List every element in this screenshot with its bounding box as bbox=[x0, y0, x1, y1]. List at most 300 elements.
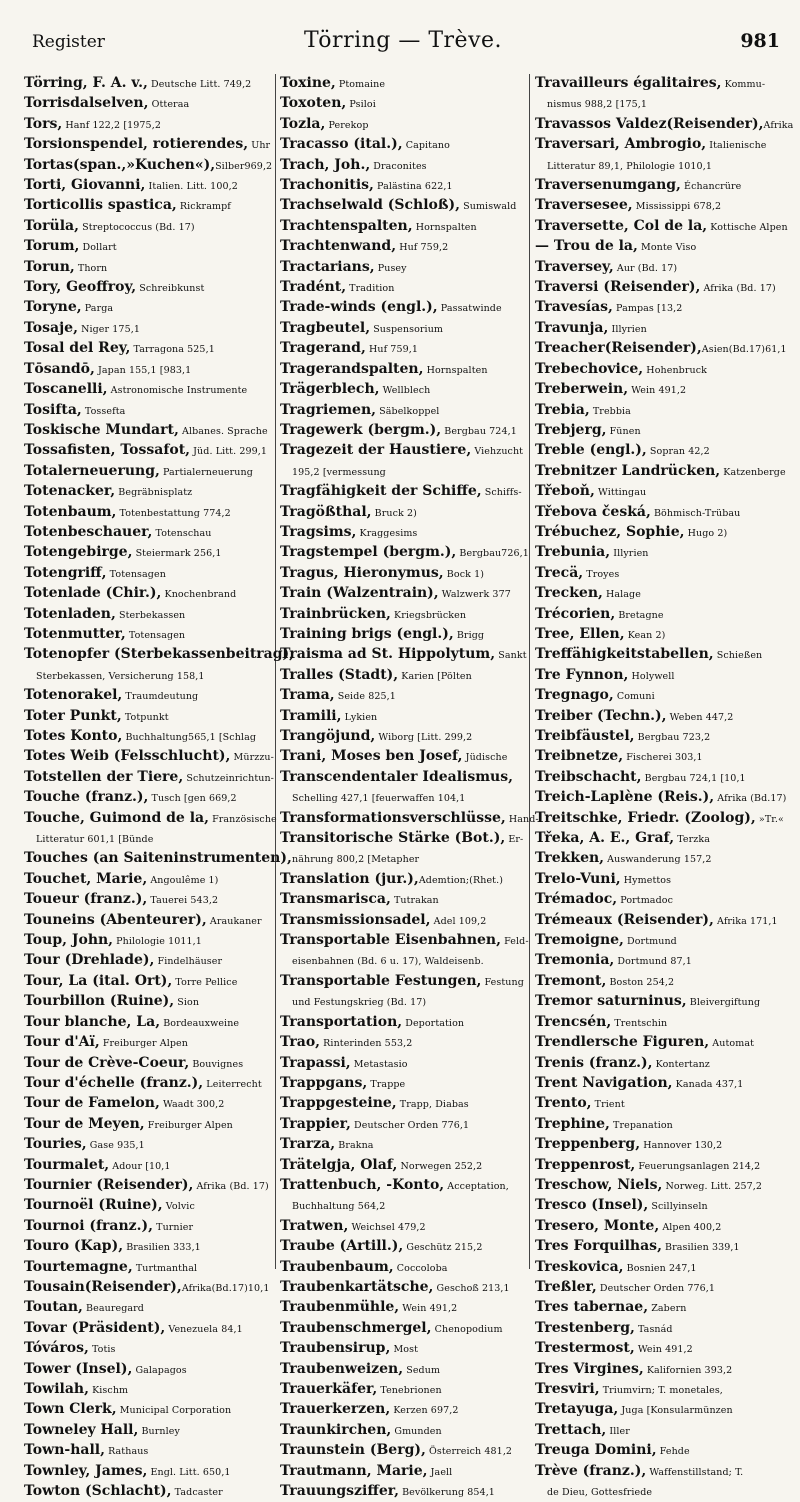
entry-headword: Trapassi, bbox=[280, 1054, 351, 1071]
index-entry bbox=[280, 523, 526, 543]
entry-headword: Tour de Crève-Coeur, bbox=[24, 1054, 190, 1071]
index-entry bbox=[535, 1258, 779, 1278]
entry-headword: Touro (Kap), bbox=[24, 1238, 124, 1255]
entry-headword: Trekken, bbox=[535, 850, 605, 867]
entry-reference: Totis bbox=[88, 1344, 116, 1356]
entry-headword: Totenladen, bbox=[24, 605, 116, 622]
index-entry bbox=[535, 666, 779, 686]
entry-reference: Bruck 2) bbox=[371, 507, 417, 519]
entry-reference: Auswanderung 157,2 bbox=[604, 854, 712, 866]
index-entry bbox=[535, 1441, 779, 1461]
entry-headword: Trauungsziffer, bbox=[280, 1483, 399, 1500]
entry-headword: Trachselwald (Schloß), bbox=[280, 197, 460, 214]
index-entry bbox=[535, 278, 779, 298]
entry-reference: Acceptation, bbox=[444, 1180, 509, 1192]
entry-reference: Brasilien 333,1 bbox=[123, 1242, 201, 1254]
entry-reference: Wein 491,2 bbox=[634, 1344, 693, 1356]
index-entry bbox=[24, 1319, 272, 1339]
entry-reference: Kontertanz bbox=[652, 1058, 710, 1070]
entry-headword: Trebunia, bbox=[535, 544, 611, 561]
index-entry bbox=[280, 482, 526, 502]
index-entry bbox=[24, 972, 272, 992]
entry-reference: Automat bbox=[709, 1038, 755, 1050]
index-entry bbox=[535, 972, 779, 992]
index-column-1 bbox=[24, 74, 295, 1500]
entry-reference: Capitano bbox=[402, 140, 450, 152]
entry-reference: Bosnien 247,1 bbox=[623, 1262, 697, 1274]
entry-reference: Kraggesims bbox=[356, 527, 418, 539]
index-entry bbox=[280, 1319, 526, 1339]
entry-reference: nährung 800,2 [Metapher bbox=[292, 854, 420, 866]
index-entry bbox=[280, 625, 526, 645]
entry-headword: Tortas(span.,»Kuchen«), bbox=[24, 156, 216, 173]
entry-reference: Kommu- bbox=[721, 79, 766, 90]
entry-reference: Litteratur 601,1 [Bünde bbox=[36, 834, 154, 846]
entry-headword: Treibnetze, bbox=[535, 748, 624, 765]
entry-headword: Trenis (franz.), bbox=[535, 1054, 653, 1071]
entry-headword: Travesías, bbox=[535, 299, 613, 316]
entry-reference: Zabern bbox=[648, 1303, 687, 1315]
entry-reference: Seide 825,1 bbox=[334, 691, 396, 703]
entry-headword: Totenacker, bbox=[24, 483, 116, 500]
entry-reference: Bergbau 723,2 bbox=[634, 732, 711, 743]
index-column-3 bbox=[530, 74, 794, 1499]
index-entry bbox=[535, 1156, 779, 1176]
entry-reference: Jüd. Litt. 299,1 bbox=[190, 446, 268, 458]
entry-reference: Französische bbox=[208, 813, 277, 825]
entry-headword: Trebia, bbox=[535, 401, 590, 418]
index-entry bbox=[535, 523, 779, 543]
entry-reference: Halage bbox=[602, 589, 641, 601]
index-entry bbox=[280, 1339, 526, 1359]
index-entry bbox=[280, 747, 526, 767]
entry-headword: Toter Punkt, bbox=[24, 707, 122, 724]
index-entry bbox=[535, 1339, 779, 1359]
index-entry bbox=[535, 1462, 779, 1482]
entry-headword: Toup, John, bbox=[24, 932, 114, 949]
index-entry bbox=[24, 788, 272, 808]
index-entry bbox=[24, 523, 272, 543]
index-entry bbox=[24, 1339, 272, 1359]
index-entry bbox=[535, 584, 779, 604]
index-entry bbox=[24, 605, 272, 625]
index-entry bbox=[535, 196, 779, 216]
page-header bbox=[8, 28, 798, 62]
entry-reference: Österreich 481,2 bbox=[425, 1446, 513, 1458]
entry-headword: Treberwein, bbox=[535, 381, 629, 398]
index-entry bbox=[280, 298, 526, 318]
index-entry bbox=[535, 1278, 779, 1298]
index-entry bbox=[24, 115, 272, 135]
index-entry bbox=[24, 727, 272, 747]
entry-reference: Schelling 427,1 [feuerwaffen 104,1 bbox=[292, 793, 466, 805]
entry-reference: Rinterinden 553,2 bbox=[320, 1038, 413, 1050]
entry-reference: Uhr bbox=[248, 140, 271, 152]
entry-headword: Towneley Hall, bbox=[24, 1421, 139, 1438]
entry-headword: Tragsims, bbox=[280, 523, 357, 540]
index-entry bbox=[24, 1115, 272, 1135]
entry-reference: Trapp, Diabas bbox=[396, 1099, 469, 1111]
index-entry bbox=[24, 1441, 272, 1461]
index-entry bbox=[535, 727, 779, 747]
entry-headword: Trémeaux (Reisender), bbox=[535, 911, 714, 928]
entry-reference: Norweg. Litt. 257,2 bbox=[662, 1180, 763, 1192]
index-entry-continuation bbox=[24, 829, 272, 849]
index-entry bbox=[280, 401, 526, 421]
entry-reference: Trient bbox=[591, 1099, 625, 1111]
index-entry bbox=[535, 829, 779, 849]
entry-reference: Philologie 1011,1 bbox=[113, 936, 202, 948]
entry-reference: Dortmund bbox=[623, 936, 677, 948]
index-entry bbox=[280, 380, 526, 400]
index-entry bbox=[24, 482, 272, 502]
entry-headword: Tres Virgines, bbox=[535, 1360, 644, 1377]
entry-reference: Troyes bbox=[583, 568, 620, 580]
index-entry bbox=[535, 890, 779, 910]
index-entry bbox=[24, 931, 272, 951]
entry-reference: Tossefta bbox=[81, 405, 126, 417]
index-entry bbox=[535, 176, 779, 196]
index-entry bbox=[24, 380, 272, 400]
entry-headword: Touchet, Marie, bbox=[24, 870, 148, 887]
index-entry-continuation bbox=[535, 1482, 779, 1502]
entry-reference: Freiburger Alpen bbox=[144, 1119, 233, 1131]
index-entry bbox=[24, 1400, 272, 1420]
entry-reference: Terzka bbox=[674, 834, 711, 846]
index-entry bbox=[280, 1278, 526, 1298]
index-entry bbox=[280, 156, 526, 176]
index-entry bbox=[535, 339, 787, 359]
entry-reference: Palästina 622,1 bbox=[373, 181, 453, 193]
entry-headword: — Trou de la, bbox=[535, 238, 638, 255]
entry-headword: Trappier, bbox=[280, 1115, 351, 1132]
entry-headword: Tossafisten, Tossafot, bbox=[24, 442, 191, 459]
entry-reference: Sedum bbox=[403, 1364, 441, 1376]
index-entry bbox=[280, 278, 526, 298]
entry-headword: Travailleurs égalitaires, bbox=[535, 75, 722, 91]
entry-headword: Tournoi (franz.), bbox=[24, 1217, 154, 1234]
entry-headword: Trangöjund, bbox=[280, 728, 376, 744]
entry-headword: Training brigs (engl.), bbox=[280, 625, 454, 642]
entry-reference: Perekop bbox=[325, 119, 369, 131]
index-entry bbox=[535, 564, 779, 584]
index-entry bbox=[280, 115, 526, 135]
entry-reference: Niger 175,1 bbox=[77, 323, 140, 335]
entry-headword: Totenmutter, bbox=[24, 625, 126, 642]
entry-headword: Trama, bbox=[280, 687, 335, 704]
index-entry bbox=[24, 1421, 272, 1441]
entry-headword: Tower (Insel), bbox=[24, 1360, 133, 1377]
entry-headword: Torrisdalselven, bbox=[24, 95, 149, 112]
entry-reference: Afrika 171,1 bbox=[713, 915, 778, 927]
entry-headword: Trettach, bbox=[535, 1421, 607, 1438]
entry-reference: Tradition bbox=[346, 283, 395, 295]
entry-headword: Trebechovice, bbox=[535, 360, 644, 377]
entry-headword: Torum, bbox=[24, 238, 80, 255]
entry-reference: Échancrüre bbox=[680, 181, 742, 193]
entry-headword: Tousain(Reisender), bbox=[24, 1278, 182, 1295]
entry-headword: Treibfäustel, bbox=[535, 728, 635, 744]
entry-headword: Traubenkartätsche, bbox=[280, 1278, 434, 1295]
entry-reference: Brakna bbox=[335, 1140, 374, 1152]
entry-reference: Albanes. Sprache bbox=[178, 425, 268, 437]
index-entry bbox=[24, 339, 272, 359]
entry-headword: Totstellen der Tiere, bbox=[24, 768, 184, 785]
entry-headword: Trägerblech, bbox=[280, 381, 380, 398]
entry-reference: Suspensorium bbox=[370, 323, 444, 335]
entry-reference: Totenschau bbox=[152, 527, 212, 539]
index-entry bbox=[24, 1258, 272, 1278]
index-entry bbox=[535, 217, 788, 237]
index-entry bbox=[535, 1298, 779, 1318]
entry-headword: Tour de Famelon, bbox=[24, 1095, 160, 1112]
index-entry bbox=[535, 768, 779, 788]
index-entry bbox=[280, 1482, 526, 1502]
entry-headword: Tour blanche, La, bbox=[24, 1013, 161, 1030]
entry-headword: Traversi (Reisender), bbox=[535, 279, 701, 296]
entry-headword: Treppenberg, bbox=[535, 1136, 641, 1153]
entry-reference: Turtmanthal bbox=[132, 1262, 198, 1274]
index-entry bbox=[280, 870, 526, 890]
entry-headword: Tragstempel (bergm.), bbox=[280, 544, 457, 561]
entry-reference: Silber969,2 bbox=[215, 160, 273, 172]
index-entry bbox=[280, 237, 526, 257]
entry-reference: Astronomische Instrumente bbox=[107, 385, 248, 397]
entry-headword: Traubensirup, bbox=[280, 1340, 391, 1357]
entry-reference: Deutsche Litt. 749,2 bbox=[147, 79, 252, 90]
entry-reference: Japan 155,1 [983,1 bbox=[94, 364, 192, 376]
entry-reference: Draconites bbox=[370, 160, 427, 172]
entry-headword: Trachtenspalten, bbox=[280, 217, 413, 234]
index-entry bbox=[535, 707, 779, 727]
index-entry bbox=[280, 1013, 526, 1033]
entry-reference: Engl. Litt. 650,1 bbox=[147, 1466, 231, 1478]
entry-headword: Toueur (franz.), bbox=[24, 891, 148, 908]
index-entry bbox=[24, 1196, 272, 1216]
entry-headword: Transmissionsadel, bbox=[280, 911, 431, 928]
index-entry bbox=[24, 1074, 272, 1094]
entry-reference: Afrika (Bd.17) bbox=[714, 793, 787, 805]
index-entry bbox=[24, 1054, 272, 1074]
entry-headword: Totenorakel, bbox=[24, 687, 123, 704]
entry-headword: Törring, F. A. v., bbox=[24, 75, 148, 91]
index-entry bbox=[280, 605, 526, 625]
entry-reference: Mürzzu- bbox=[230, 752, 274, 764]
entry-reference: Totenbestattung 774,2 bbox=[116, 507, 231, 519]
entry-reference: Er- bbox=[505, 834, 524, 846]
entry-headword: Trach, Joh., bbox=[280, 156, 371, 173]
entry-headword: Trarza, bbox=[280, 1136, 336, 1153]
entry-headword: Tournier (Reisender), bbox=[24, 1176, 194, 1193]
entry-headword: Treschow, Niels, bbox=[535, 1176, 663, 1193]
index-entry bbox=[280, 217, 526, 237]
entry-headword: Trätelgja, Olaf, bbox=[280, 1156, 398, 1173]
entry-headword: Treble (engl.), bbox=[535, 442, 647, 459]
entry-headword: Trachonitis, bbox=[280, 177, 374, 194]
entry-reference: Karien [Pölten bbox=[398, 670, 472, 682]
entry-reference: Steiermark 256,1 bbox=[132, 548, 222, 560]
index-entry bbox=[535, 1319, 779, 1339]
entry-headword: Tragezeit der Haustiere, bbox=[280, 442, 472, 459]
index-entry bbox=[280, 176, 526, 196]
index-entry bbox=[280, 727, 526, 747]
index-entry bbox=[280, 1258, 526, 1278]
entry-reference: Tusch [gen 669,2 bbox=[148, 793, 237, 805]
entry-reference: Norwegen 252,2 bbox=[397, 1160, 483, 1172]
entry-reference: Traumdeutung bbox=[122, 691, 199, 703]
index-entry bbox=[24, 584, 272, 604]
entry-reference: Schreibkunst bbox=[136, 283, 205, 295]
index-entry bbox=[280, 1462, 526, 1482]
index-entry bbox=[280, 503, 526, 523]
entry-headword: Tory, Geoffroy, bbox=[24, 279, 137, 296]
entry-reference: Tadcaster bbox=[171, 1487, 223, 1499]
entry-headword: Tramili, bbox=[280, 707, 342, 724]
entry-headword: Totalerneuerung, bbox=[24, 462, 160, 479]
entry-reference: Torre Pellice bbox=[172, 976, 238, 988]
entry-headword: Touche, Guimond de la, bbox=[24, 809, 209, 826]
entry-reference: Weben 447,2 bbox=[666, 711, 734, 723]
index-entry bbox=[280, 543, 529, 563]
index-entry bbox=[535, 1094, 779, 1114]
entry-reference: Waadt 300,2 bbox=[159, 1099, 225, 1111]
entry-reference: Tauerei 543,2 bbox=[147, 895, 219, 907]
index-entry bbox=[535, 645, 779, 665]
index-entry bbox=[24, 360, 272, 380]
entry-reference: Afrika bbox=[763, 119, 794, 131]
index-entry bbox=[24, 319, 272, 339]
entry-headword: Traversey, bbox=[535, 258, 614, 275]
entry-headword: Totenbaum, bbox=[24, 503, 117, 520]
entry-reference: Most bbox=[390, 1344, 418, 1356]
index-entry bbox=[280, 441, 526, 461]
entry-reference: Italienische bbox=[706, 140, 767, 152]
entry-headword: Treich-Laplène (Reis.), bbox=[535, 789, 715, 806]
header-range-title: Törring — Trève. bbox=[303, 28, 503, 53]
index-entry-continuation bbox=[280, 1196, 526, 1216]
entry-reference: Hymettos bbox=[620, 874, 672, 886]
entry-reference: Hand- bbox=[505, 813, 539, 825]
index-entry bbox=[280, 1217, 526, 1237]
entry-headword: Tors, bbox=[24, 115, 63, 132]
index-entry bbox=[280, 931, 529, 951]
entry-headword: Trelo-Vuni, bbox=[535, 870, 621, 887]
entry-reference: Buchhaltung565,1 [Schlag bbox=[122, 732, 257, 743]
index-entry bbox=[24, 1298, 272, 1318]
entry-headword: Tour (Drehlade), bbox=[24, 952, 155, 969]
entry-headword: Toxoten, bbox=[280, 95, 347, 112]
entry-headword: Trainbrücken, bbox=[280, 605, 391, 622]
entry-headword: Totenbeschauer, bbox=[24, 523, 153, 540]
index-entry bbox=[24, 992, 272, 1012]
entry-headword: Traubenschmergel, bbox=[280, 1319, 432, 1336]
index-entry bbox=[280, 258, 526, 278]
index-entry bbox=[24, 1237, 272, 1257]
index-entry bbox=[535, 931, 779, 951]
entry-reference: Sumiswald bbox=[460, 201, 517, 213]
index-entry bbox=[24, 911, 272, 931]
index-entry bbox=[280, 1054, 526, 1074]
entry-headword: Treppenrost, bbox=[535, 1156, 636, 1173]
entry-headword: Traunkirchen, bbox=[280, 1421, 392, 1438]
index-entry bbox=[24, 1156, 272, 1176]
entry-headword: Touries, bbox=[24, 1136, 87, 1153]
entry-reference: Böhmisch-Trübau bbox=[650, 507, 741, 519]
entry-reference: Hannover 130,2 bbox=[640, 1140, 723, 1152]
index-entry bbox=[535, 1400, 779, 1420]
index-entry bbox=[24, 747, 272, 767]
entry-reference: Fünen bbox=[606, 425, 641, 437]
entry-headword: Treßler, bbox=[535, 1278, 597, 1295]
entry-reference: Trappe bbox=[367, 1078, 406, 1090]
entry-headword: Tragößthal, bbox=[280, 503, 372, 520]
index-entry bbox=[535, 788, 787, 808]
entry-headword: Tosifta, bbox=[24, 401, 82, 418]
index-entry bbox=[24, 462, 272, 482]
index-entry bbox=[280, 564, 526, 584]
index-entry-continuation bbox=[280, 462, 526, 482]
entry-headword: Travassos Valdez(Reisender), bbox=[535, 115, 764, 132]
entry-reference: Metastasio bbox=[350, 1058, 408, 1070]
entry-headword: Tour de Meyen, bbox=[24, 1115, 145, 1132]
entry-reference: Adel 109,2 bbox=[430, 915, 487, 927]
entry-reference: Kottische Alpen bbox=[707, 221, 788, 233]
entry-headword: Travunja, bbox=[535, 319, 609, 336]
entry-headword: Transportable Eisenbahnen, bbox=[280, 932, 501, 949]
entry-reference: Dortmund 87,1 bbox=[614, 956, 692, 968]
entry-headword: Tractarians, bbox=[280, 258, 375, 275]
entry-headword: Tremoigne, bbox=[535, 932, 624, 949]
entry-headword: Tresero, Monte, bbox=[535, 1217, 660, 1234]
page-number: 981 bbox=[740, 30, 780, 52]
index-entry bbox=[24, 94, 272, 114]
index-entry-continuation bbox=[535, 156, 779, 176]
entry-headword: Tragfähigkeit der Schiffe, bbox=[280, 483, 482, 500]
entry-headword: Torun, bbox=[24, 258, 75, 275]
entry-headword: Trattenbuch, -Konto, bbox=[280, 1176, 445, 1193]
entry-reference: Jüdische bbox=[462, 752, 508, 764]
index-entry bbox=[535, 747, 779, 767]
entry-headword: Torti, Giovanni, bbox=[24, 177, 146, 194]
index-entry bbox=[280, 1298, 526, 1318]
index-entry bbox=[535, 258, 779, 278]
entry-headword: Trento, bbox=[535, 1095, 592, 1112]
entry-reference: Hornspalten bbox=[423, 364, 488, 376]
entry-headword: Trebjerg, bbox=[535, 421, 607, 438]
entry-headword: Tourmalet, bbox=[24, 1156, 110, 1173]
entry-reference: Wittingau bbox=[594, 487, 647, 499]
index-entry-continuation bbox=[280, 849, 526, 869]
index-entry bbox=[280, 1094, 526, 1114]
index-entry bbox=[535, 421, 779, 441]
entry-headword: Transcendentaler Idealismus, bbox=[280, 768, 513, 785]
index-entry bbox=[24, 503, 272, 523]
entry-headword: Tour, La (ital. Ort), bbox=[24, 972, 173, 989]
entry-reference: Holywell bbox=[628, 670, 675, 682]
index-entry bbox=[535, 1196, 779, 1216]
index-entry bbox=[535, 951, 779, 971]
index-entry bbox=[535, 462, 786, 482]
entry-reference: Chenopodium bbox=[431, 1323, 503, 1335]
index-entry bbox=[24, 176, 272, 196]
entry-reference: Coccoloba bbox=[393, 1262, 448, 1274]
entry-reference: Boston 254,2 bbox=[606, 976, 675, 988]
entry-headword: Tragus, Hieronymus, bbox=[280, 564, 444, 581]
index-entry bbox=[280, 74, 526, 94]
index-entry bbox=[535, 1033, 779, 1053]
index-entry bbox=[535, 1380, 779, 1400]
entry-headword: Trade-winds (engl.), bbox=[280, 299, 438, 316]
